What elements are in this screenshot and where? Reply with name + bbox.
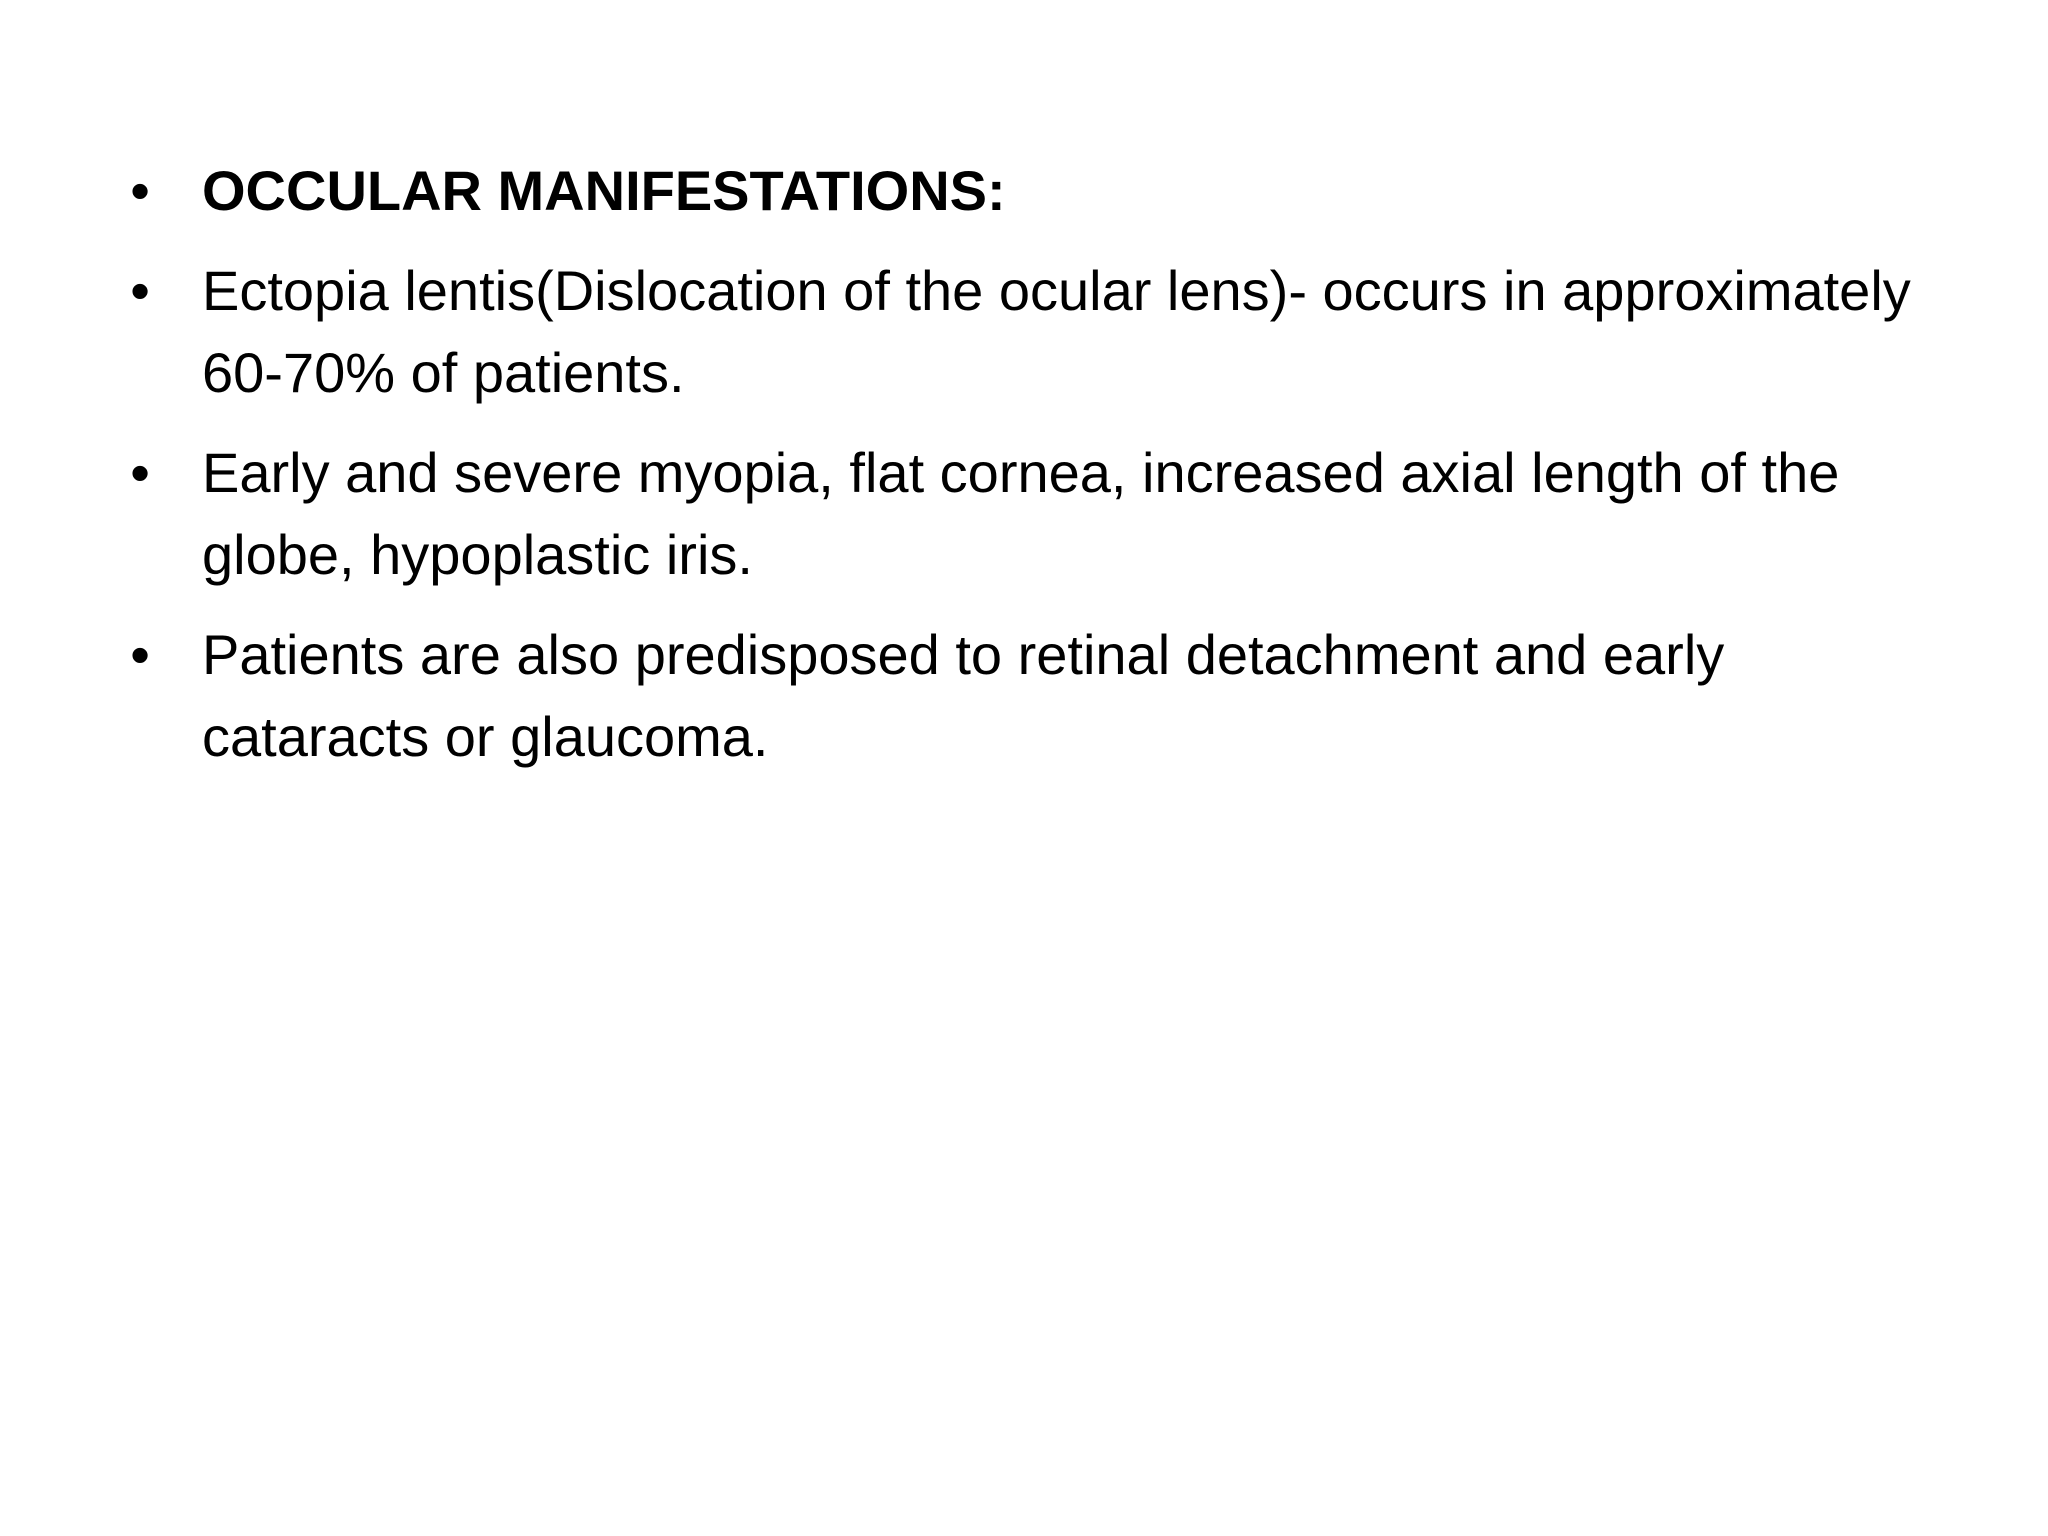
list-item bbox=[120, 614, 1960, 778]
bullet-icon: • bbox=[130, 259, 150, 322]
list-item bbox=[120, 250, 1960, 414]
bullet-text: Early and severe myopia, flat cornea, increased axial length of the globe, hypoplastic iris. bbox=[202, 441, 1840, 586]
bullet-text: Patients are also predisposed to retinal detachment and early cataracts or glaucoma. bbox=[202, 623, 1725, 768]
list-item bbox=[120, 432, 1960, 596]
bullet-text: Ectopia lentis(Dislocation of the ocular lens)- occurs in approximately 60-70% of patients. bbox=[202, 259, 1911, 404]
section-heading: OCCULAR MANIFESTATIONS: bbox=[202, 159, 1006, 222]
heading-item bbox=[120, 150, 1960, 232]
bullet-icon: • bbox=[130, 623, 150, 686]
bullet-icon: • bbox=[130, 159, 150, 222]
bullet-list bbox=[120, 150, 1960, 796]
bullet-icon: • bbox=[130, 441, 150, 504]
